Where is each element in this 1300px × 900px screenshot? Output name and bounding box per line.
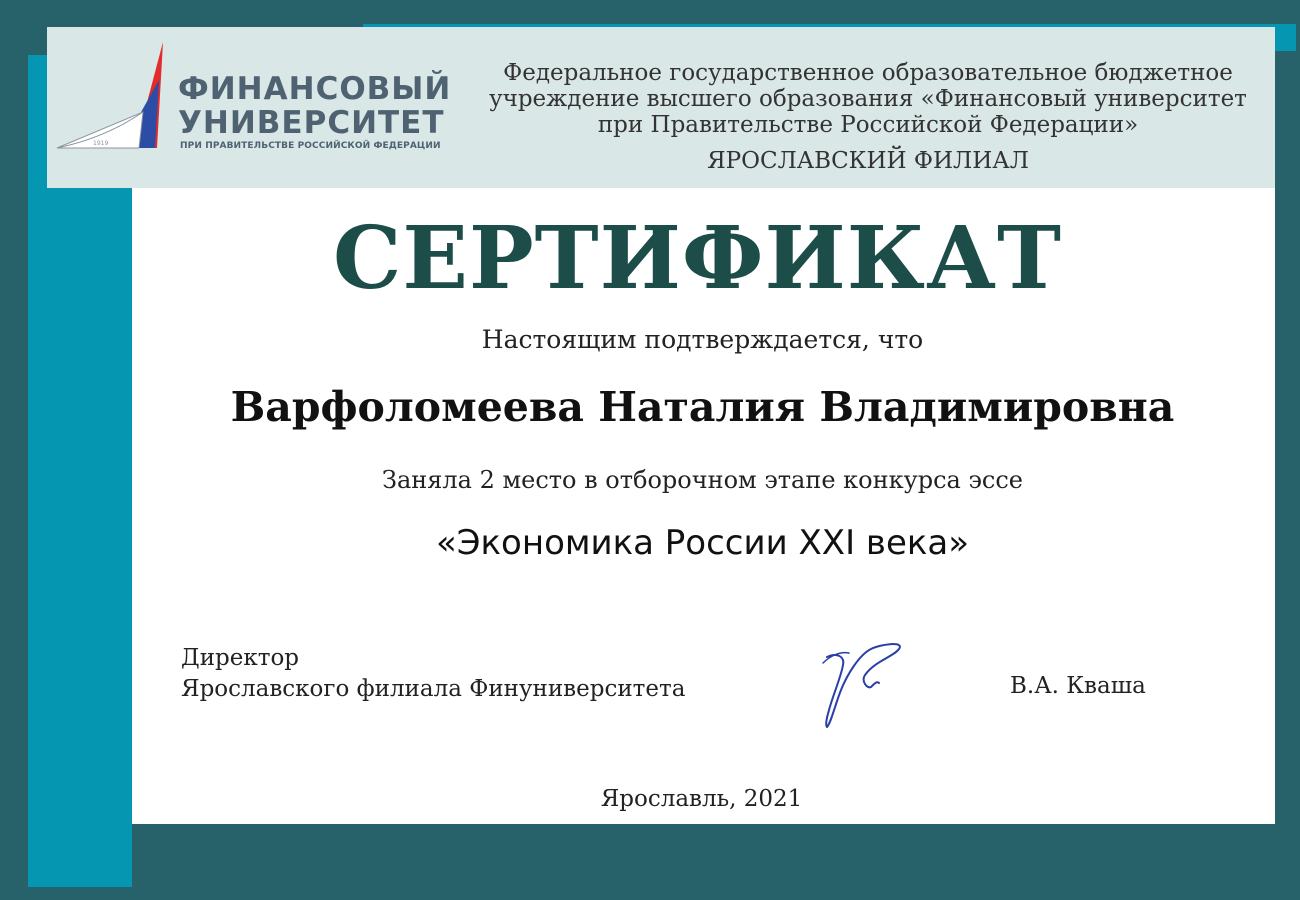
logo-line-3: ПРИ ПРАВИТЕЛЬСТВЕ РОССИЙСКОЙ ФЕДЕРАЦИИ xyxy=(180,141,441,151)
confirm-text: Настоящим подтверждается, что xyxy=(481,325,924,354)
handwritten-signature-icon xyxy=(815,635,915,735)
organization-name xyxy=(462,60,1274,138)
recipient-name: Варфоломеева Наталия Владимировна xyxy=(230,383,1175,431)
logo-year: 1919 xyxy=(93,140,109,147)
signer-position-line-2: Ярославского филиала Финуниверситета xyxy=(181,676,686,702)
certificate-title: СЕРТИФИКАТ xyxy=(332,208,1063,309)
signer-position-line-1: Директор xyxy=(181,645,300,671)
signer-position xyxy=(181,643,685,705)
org-line-1: Федеральное государственное образовательное бюджетное xyxy=(503,60,1233,86)
org-line-3: при Правительстве Российской Федерации» xyxy=(597,112,1139,138)
signer-name: В.А. Кваша xyxy=(1010,673,1146,699)
university-logo-icon xyxy=(55,40,175,152)
branch-name: ЯРОСЛАВСКИЙ ФИЛИАЛ xyxy=(707,148,1029,174)
org-line-2: учреждение высшего образования «Финансовый университет xyxy=(489,86,1247,112)
logo-line-2: УНИВЕРСИТЕТ xyxy=(178,105,445,141)
logo-line-1: ФИНАНСОВЫЙ xyxy=(178,71,452,107)
contest-topic: «Экономика России XXI века» xyxy=(435,523,970,563)
achievement-text: Заняла 2 место в отборочном этапе конкурса эссе xyxy=(381,466,1024,494)
city-and-year: Ярославль, 2021 xyxy=(600,786,803,812)
